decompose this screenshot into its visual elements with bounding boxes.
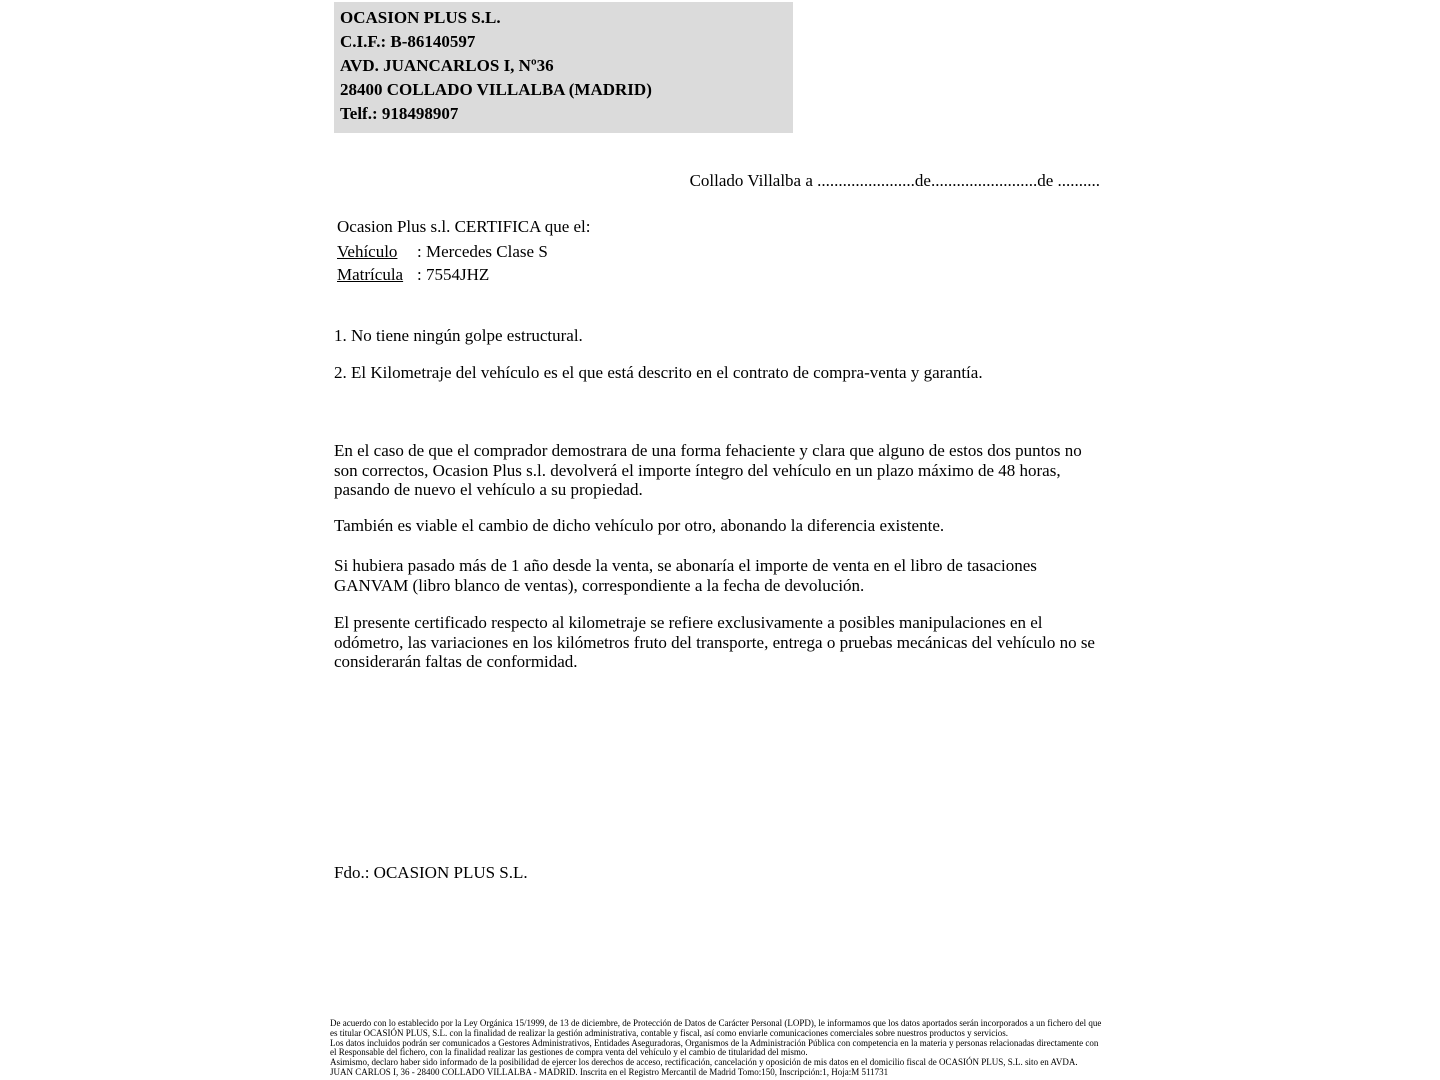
letterhead xyxy=(334,2,793,133)
date-line: Collado Villalba a .......................de.........................de .......... xyxy=(689,171,1100,190)
paragraph-refund: En el caso de que el comprador demostrara de una forma fehaciente y clara que alguno de estos dos puntos no son correctos, Ocasion Plus s.l. devolverá el importe íntegro del vehículo en un plazo máximo de 48 horas, pasando de nuevo el vehículo a su propiedad. xyxy=(334,441,1082,499)
point-2: 2. El Kilometraje del vehículo es el que está descrito en el contrato de compra-venta y garantía. xyxy=(334,363,983,382)
vehicle-field xyxy=(337,240,1103,263)
signature-line: Fdo.: OCASION PLUS S.L. xyxy=(334,863,528,882)
legal-paragraph: Asimismo, declaro haber sido informado de la posibilidad de ejercer los derechos de acceso, rectificación, cancelación y oposición de mis datos en el domicilio fiscal de OCASIÓN PLUS, S.L. sito en AVDA. JUAN CARLOS I, 36 - 28400 COLLADO VILLALBA - MADRID. Inscrita en el Registro Mercantil de Madrid Tomo:150, Inscripción:1, Hoja:M 511731 xyxy=(330,1057,1078,1077)
paragraph-exchange: También es viable el cambio de dicho vehículo por otro, abonando la diferencia existente. xyxy=(334,516,945,535)
vehicle-label: Vehículo xyxy=(337,242,398,261)
legal-paragraph: De acuerdo con lo establecido por la Ley Orgánica 15/1999, de 13 de diciembre, de Protección de Datos de Carácter Personal (LOPD), le informamos que los datos aportados serán incorporados a un fichero del que es titular OCASIÓN PLUS, S.L. con la finalidad de realizar la gestión administrativa, contable y fiscal, así como enviarle comunicaciones comerciales sobre nuestros productos y servicios. xyxy=(330,1018,1102,1038)
point-1: 1. No tiene ningún golpe estructural. xyxy=(334,326,583,345)
legal-paragraph: Los datos incluidos podrán ser comunicados a Gestores Administrativos, Entidades Aseguradoras, Organismos de la Administración Pública con competencia en la materia y personas relacionadas directamente con el Responsable del fichero, con la finalidad realizar las gestiones de compra venta del vehículo y el cambio de titularidad del mismo. xyxy=(330,1037,1099,1058)
plate-label: Matrícula xyxy=(337,265,404,284)
plate-value: : 7554JHZ xyxy=(417,265,490,284)
company-name: OCASION PLUS S.L. xyxy=(340,8,501,27)
paragraph-odometer: El presente certificado respecto al kilometraje se refiere exclusivamente a posibles manipulaciones en el odómetro, las variaciones en los kilómetros fruto del transporte, entrega o pruebas mecánicas del vehículo no se considerarán faltas de conformidad. xyxy=(334,613,1095,671)
legal-footer xyxy=(330,1019,1102,1078)
plate-field xyxy=(337,263,1103,286)
vehicle-value: : Mercedes Clase S xyxy=(417,242,548,261)
certifies-line: Ocasion Plus s.l. CERTIFICA que el: xyxy=(337,217,591,236)
company-address: AVD. JUANCARLOS I, Nº36 xyxy=(340,56,554,75)
company-phone: Telf.: 918498907 xyxy=(340,104,459,123)
company-cif: C.I.F.: B-86140597 xyxy=(340,32,476,51)
paragraph-ganvam: Si hubiera pasado más de 1 año desde la venta, se abonaría el importe de venta en el libro de tasaciones GANVAM (libro blanco de ventas), correspondiente a la fecha de devolución. xyxy=(334,556,1037,595)
company-city: 28400 COLLADO VILLALBA (MADRID) xyxy=(340,80,652,99)
